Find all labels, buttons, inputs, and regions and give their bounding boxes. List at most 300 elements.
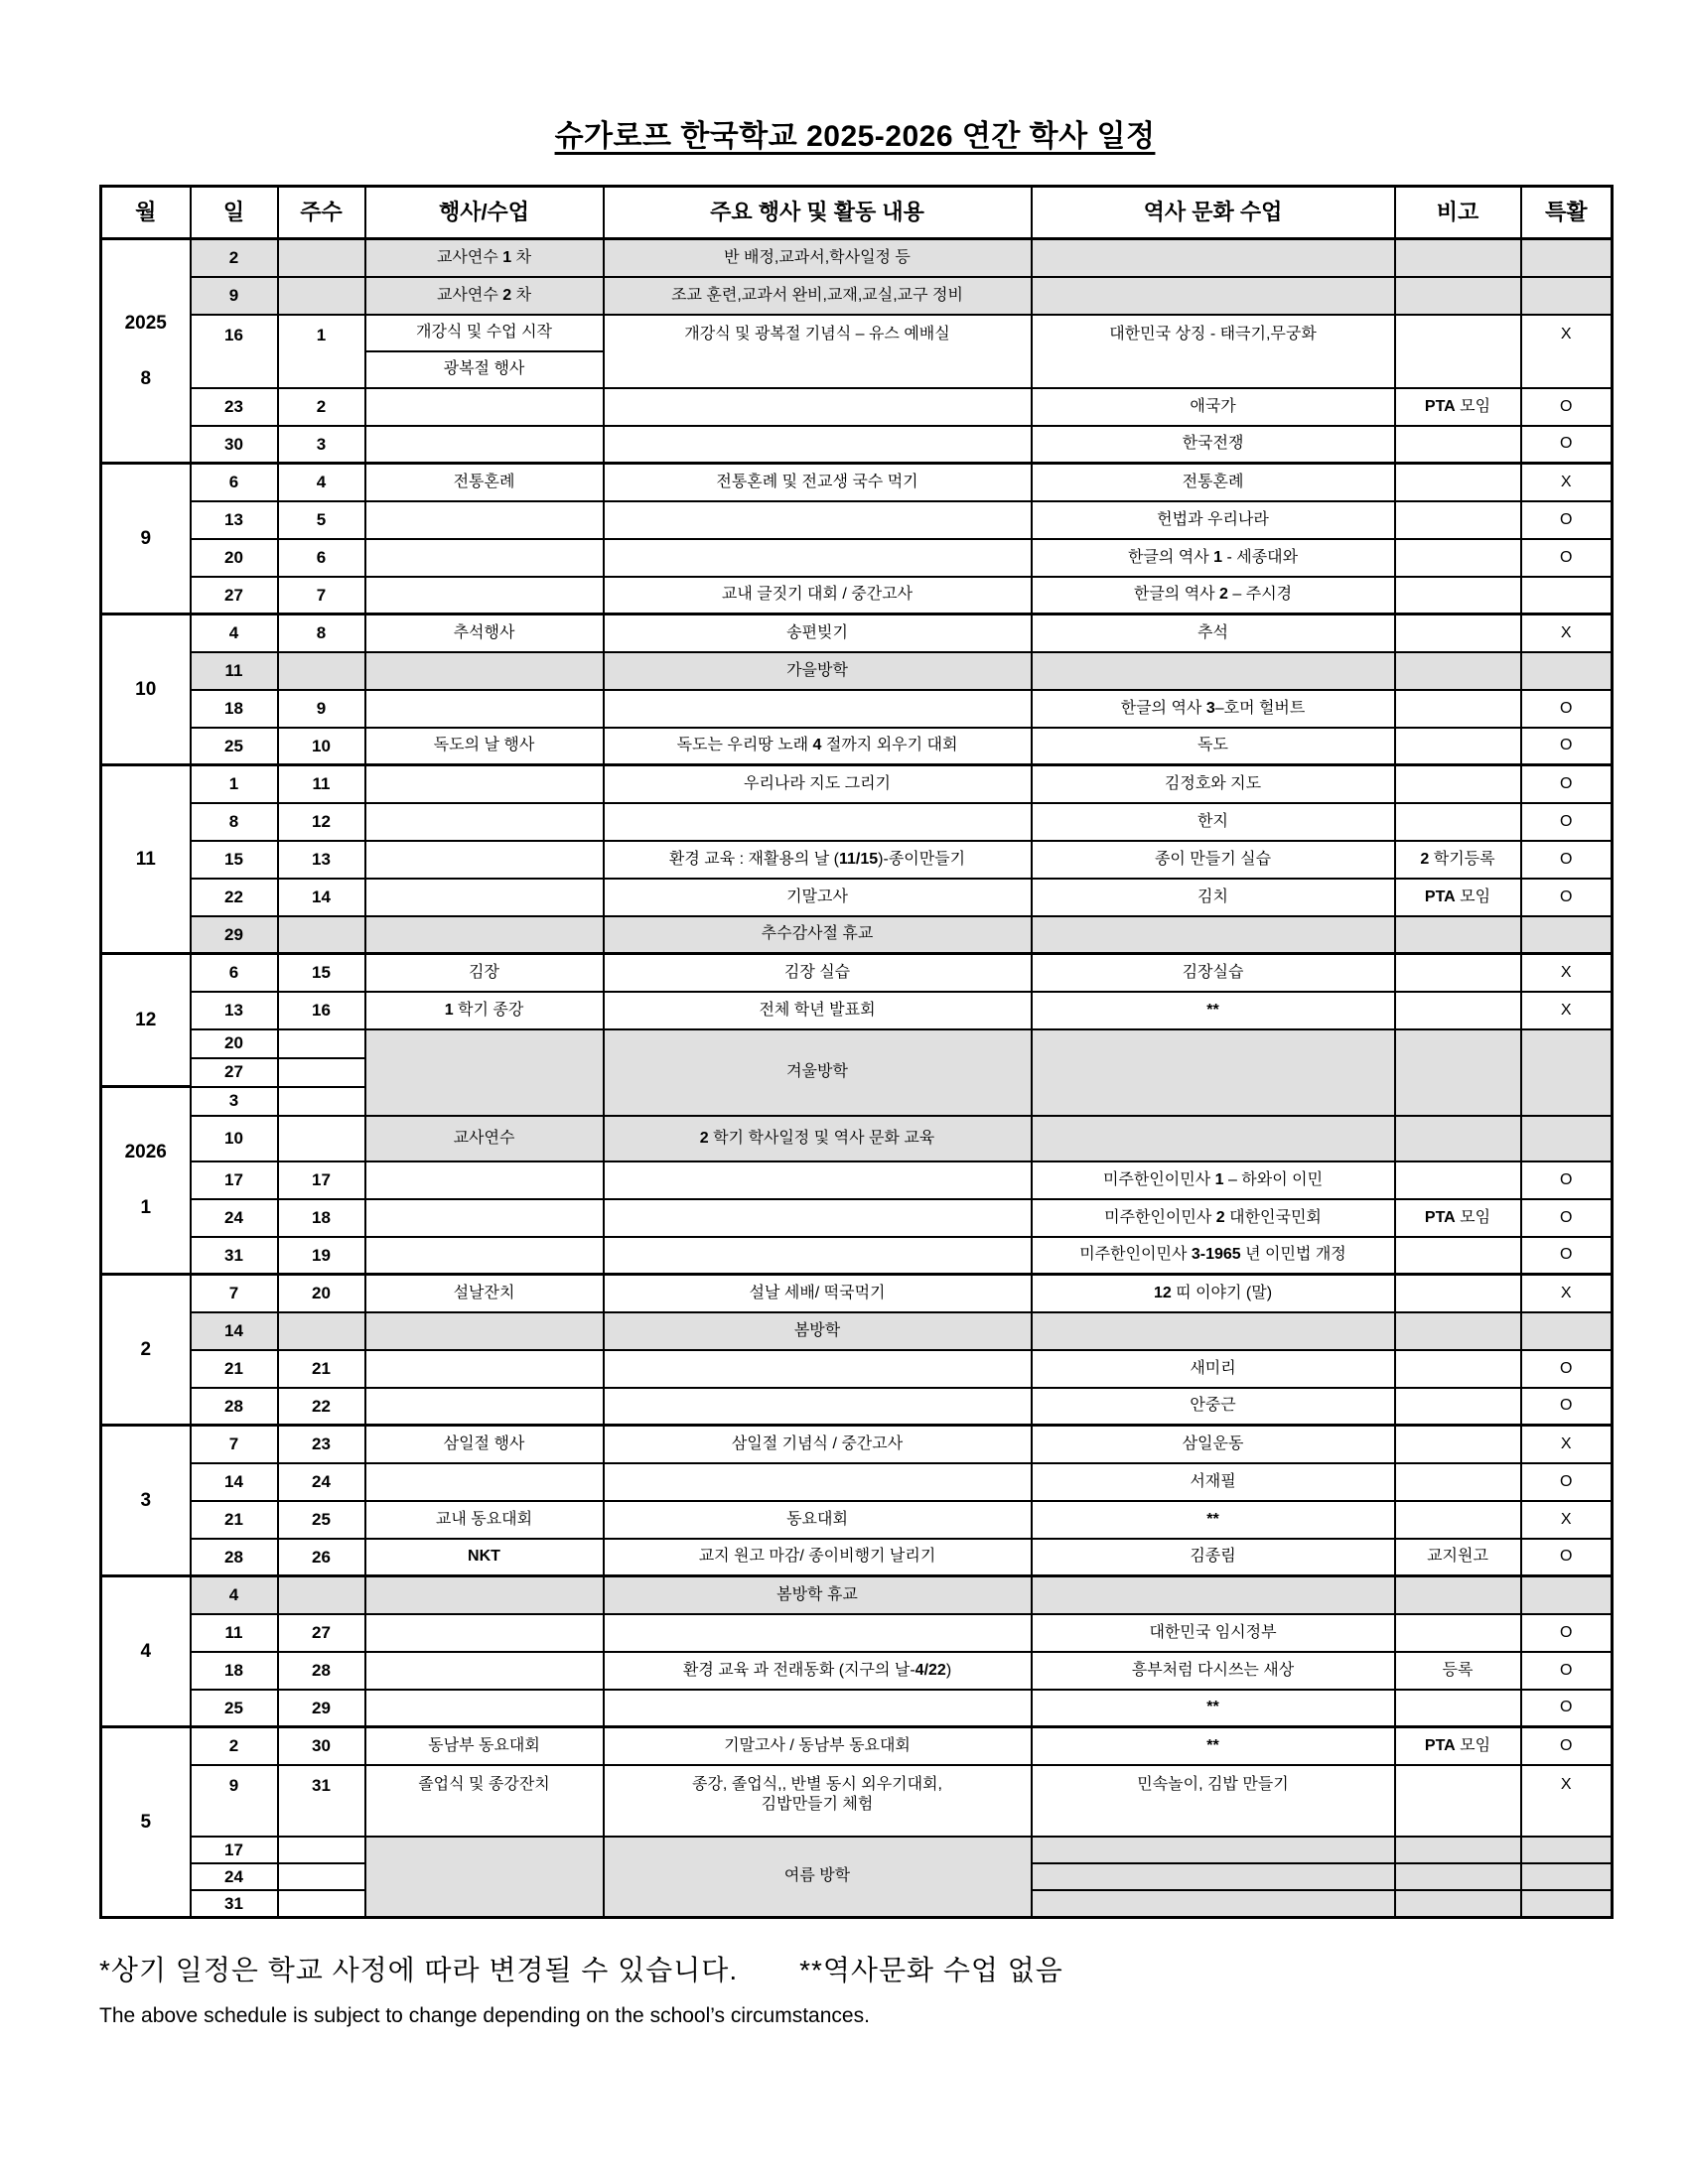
cell-week: 18 bbox=[278, 1199, 365, 1237]
cell-main bbox=[604, 690, 1032, 728]
header-cell: 주수 bbox=[278, 187, 365, 239]
cell-history bbox=[1032, 916, 1395, 954]
schedule-row bbox=[101, 1576, 1613, 1614]
cell-event bbox=[365, 879, 604, 916]
cell-event bbox=[365, 652, 604, 690]
cell-main bbox=[604, 426, 1032, 464]
cell-day: 2 bbox=[191, 239, 278, 277]
cell-note bbox=[1395, 1237, 1521, 1275]
header-cell: 주요 행사 및 활동 내용 bbox=[604, 187, 1032, 239]
cell-day: 18 bbox=[191, 1652, 278, 1690]
cell-main: 반 배정,교과서,학사일정 등 bbox=[604, 239, 1032, 277]
cell-special: O bbox=[1521, 1199, 1613, 1237]
schedule-body bbox=[101, 239, 1613, 1918]
cell-history: 대한민국 임시정부 bbox=[1032, 1614, 1395, 1652]
event-line-1: 개강식 및 수업 시작 bbox=[366, 316, 603, 352]
cell-day: 11 bbox=[191, 652, 278, 690]
cell-special: X bbox=[1521, 1765, 1613, 1837]
cell-month: 2 bbox=[101, 1275, 191, 1426]
cell-day: 15 bbox=[191, 841, 278, 879]
cell-day: 6 bbox=[191, 954, 278, 992]
schedule-row bbox=[101, 1690, 1613, 1727]
cell-main bbox=[604, 1690, 1032, 1727]
cell-day: 10 bbox=[191, 1116, 278, 1161]
cell-week: 27 bbox=[278, 1614, 365, 1652]
cell-main: 겨울방학 bbox=[604, 1029, 1032, 1116]
cell-main: 우리나라 지도 그리기 bbox=[604, 765, 1032, 803]
cell-history: 한글의 역사 3–호머 헐버트 bbox=[1032, 690, 1395, 728]
cell-history bbox=[1032, 652, 1395, 690]
cell-day: 17 bbox=[191, 1161, 278, 1199]
cell-day: 25 bbox=[191, 728, 278, 765]
cell-event bbox=[365, 1350, 604, 1388]
cell-main: 설날 세배/ 떡국먹기 bbox=[604, 1275, 1032, 1312]
cell-event: 독도의 날 행사 bbox=[365, 728, 604, 765]
cell-day: 18 bbox=[191, 690, 278, 728]
cell-day: 30 bbox=[191, 426, 278, 464]
schedule-row bbox=[101, 1652, 1613, 1690]
cell-history: 삼일운동 bbox=[1032, 1426, 1395, 1463]
cell-event bbox=[365, 501, 604, 539]
cell-history: 새미리 bbox=[1032, 1350, 1395, 1388]
cell-week: 19 bbox=[278, 1237, 365, 1275]
cell-day: 14 bbox=[191, 1312, 278, 1350]
cell-main bbox=[604, 1614, 1032, 1652]
cell-day: 28 bbox=[191, 1539, 278, 1576]
schedule-row bbox=[101, 315, 1613, 388]
header-cell: 비고 bbox=[1395, 187, 1521, 239]
cell-week: 7 bbox=[278, 577, 365, 614]
cell-main: 2 학기 학사일정 및 역사 문화 교육 bbox=[604, 1116, 1032, 1161]
cell-special: O bbox=[1521, 1614, 1613, 1652]
cell-history: 한글의 역사 1 - 세종대와 bbox=[1032, 539, 1395, 577]
schedule-row bbox=[101, 1501, 1613, 1539]
cell-week bbox=[278, 1029, 365, 1058]
cell-main: 조교 훈련,교과서 완비,교재,교실,교구 정비 bbox=[604, 277, 1032, 315]
cell-week: 13 bbox=[278, 841, 365, 879]
cell-note bbox=[1395, 614, 1521, 652]
schedule-row bbox=[101, 1765, 1613, 1837]
cell-main: 교지 원고 마감/ 종이비행기 날리기 bbox=[604, 1539, 1032, 1576]
cell-note bbox=[1395, 1690, 1521, 1727]
cell-history: 헌법과 우리나라 bbox=[1032, 501, 1395, 539]
cell-note: PTA 모임 bbox=[1395, 388, 1521, 426]
schedule-row bbox=[101, 501, 1613, 539]
cell-week bbox=[278, 1890, 365, 1918]
cell-special: X bbox=[1521, 315, 1613, 388]
cell-special: O bbox=[1521, 879, 1613, 916]
cell-note: 2 학기등록 bbox=[1395, 841, 1521, 879]
cell-month: 12 bbox=[101, 954, 191, 1087]
cell-event: 교내 동요대회 bbox=[365, 1501, 604, 1539]
cell-month: 10 bbox=[101, 614, 191, 765]
cell-day: 20 bbox=[191, 539, 278, 577]
cell-main bbox=[604, 1237, 1032, 1275]
schedule-row bbox=[101, 239, 1613, 277]
cell-event bbox=[365, 1029, 604, 1116]
cell-week: 3 bbox=[278, 426, 365, 464]
schedule-row bbox=[101, 1161, 1613, 1199]
cell-week: 25 bbox=[278, 1501, 365, 1539]
cell-event bbox=[365, 388, 604, 426]
cell-special bbox=[1521, 1029, 1613, 1116]
cell-main bbox=[604, 1199, 1032, 1237]
page bbox=[99, 0, 1611, 2028]
cell-main: 봄방학 bbox=[604, 1312, 1032, 1350]
cell-note: PTA 모임 bbox=[1395, 1199, 1521, 1237]
cell-week: 1 bbox=[278, 315, 365, 388]
cell-history: 서재필 bbox=[1032, 1463, 1395, 1501]
cell-special: X bbox=[1521, 992, 1613, 1029]
cell-history bbox=[1032, 1837, 1395, 1863]
cell-event bbox=[365, 1614, 604, 1652]
schedule-row bbox=[101, 1116, 1613, 1161]
cell-history: 대한민국 상징 - 태극기,무궁화 bbox=[1032, 315, 1395, 388]
cell-history: 김장실습 bbox=[1032, 954, 1395, 992]
header-cell: 행사/수업 bbox=[365, 187, 604, 239]
cell-note bbox=[1395, 1116, 1521, 1161]
cell-special: O bbox=[1521, 728, 1613, 765]
cell-event bbox=[365, 1237, 604, 1275]
cell-event bbox=[365, 539, 604, 577]
cell-day: 6 bbox=[191, 464, 278, 501]
schedule-row bbox=[101, 1350, 1613, 1388]
schedule-row bbox=[101, 1029, 1613, 1058]
cell-main: 여름 방학 bbox=[604, 1837, 1032, 1918]
cell-special: O bbox=[1521, 1463, 1613, 1501]
cell-week bbox=[278, 1058, 365, 1087]
cell-day: 24 bbox=[191, 1199, 278, 1237]
cell-special: O bbox=[1521, 765, 1613, 803]
cell-main bbox=[604, 539, 1032, 577]
cell-history bbox=[1032, 1029, 1395, 1116]
cell-history: 애국가 bbox=[1032, 388, 1395, 426]
cell-note bbox=[1395, 1275, 1521, 1312]
cell-week: 5 bbox=[278, 501, 365, 539]
cell-day: 29 bbox=[191, 916, 278, 954]
cell-special bbox=[1521, 1890, 1613, 1918]
cell-special bbox=[1521, 1863, 1613, 1890]
cell-note: PTA 모임 bbox=[1395, 1727, 1521, 1765]
cell-event bbox=[365, 841, 604, 879]
cell-week: 31 bbox=[278, 1765, 365, 1837]
cell-event bbox=[365, 765, 604, 803]
schedule-row bbox=[101, 879, 1613, 916]
cell-day: 14 bbox=[191, 1463, 278, 1501]
cell-week: 22 bbox=[278, 1388, 365, 1426]
cell-main: 봄방학 휴교 bbox=[604, 1576, 1032, 1614]
cell-main: 송편빚기 bbox=[604, 614, 1032, 652]
cell-month: 2026 1 bbox=[101, 1087, 191, 1275]
cell-month: 3 bbox=[101, 1426, 191, 1576]
cell-event: 추석행사 bbox=[365, 614, 604, 652]
cell-main: 환경 교육 과 전래동화 (지구의 날-4/22) bbox=[604, 1652, 1032, 1690]
cell-day: 31 bbox=[191, 1890, 278, 1918]
cell-event: 동남부 동요대회 bbox=[365, 1727, 604, 1765]
cell-note: 등록 bbox=[1395, 1652, 1521, 1690]
cell-day: 31 bbox=[191, 1237, 278, 1275]
cell-note bbox=[1395, 1501, 1521, 1539]
cell-history: 안중근 bbox=[1032, 1388, 1395, 1426]
cell-special: O bbox=[1521, 1237, 1613, 1275]
cell-day: 23 bbox=[191, 388, 278, 426]
schedule-row bbox=[101, 1312, 1613, 1350]
cell-week: 17 bbox=[278, 1161, 365, 1199]
cell-special: O bbox=[1521, 388, 1613, 426]
cell-month: 11 bbox=[101, 765, 191, 954]
cell-month: 5 bbox=[101, 1727, 191, 1918]
cell-week: 8 bbox=[278, 614, 365, 652]
schedule-row bbox=[101, 652, 1613, 690]
schedule-row bbox=[101, 1837, 1613, 1863]
cell-main: 환경 교육 : 재활용의 날 (11/15)-종이만들기 bbox=[604, 841, 1032, 879]
schedule-row bbox=[101, 1614, 1613, 1652]
cell-event bbox=[365, 1652, 604, 1690]
footnote-english: The above schedule is subject to change depending on the school’s circumstances. bbox=[99, 2004, 870, 2028]
cell-event: 졸업식 및 종강잔치 bbox=[365, 1765, 604, 1837]
cell-main bbox=[604, 388, 1032, 426]
cell-month: 9 bbox=[101, 464, 191, 614]
cell-note bbox=[1395, 464, 1521, 501]
cell-note bbox=[1395, 1350, 1521, 1388]
schedule-row bbox=[101, 1199, 1613, 1237]
cell-note bbox=[1395, 501, 1521, 539]
cell-history: 전통혼례 bbox=[1032, 464, 1395, 501]
cell-main: 기말고사 / 동남부 동요대회 bbox=[604, 1727, 1032, 1765]
cell-special: O bbox=[1521, 539, 1613, 577]
cell-special bbox=[1521, 277, 1613, 315]
cell-history: ** bbox=[1032, 992, 1395, 1029]
schedule-row bbox=[101, 728, 1613, 765]
cell-day: 3 bbox=[191, 1087, 278, 1116]
cell-week: 29 bbox=[278, 1690, 365, 1727]
cell-event: 삼일절 행사 bbox=[365, 1426, 604, 1463]
cell-history bbox=[1032, 1890, 1395, 1918]
cell-special: O bbox=[1521, 1161, 1613, 1199]
cell-note bbox=[1395, 954, 1521, 992]
cell-event: 교사연수 bbox=[365, 1116, 604, 1161]
cell-main: 개강식 및 광복절 기념식 – 유스 예배실 bbox=[604, 315, 1032, 388]
schedule-row bbox=[101, 765, 1613, 803]
cell-special: O bbox=[1521, 690, 1613, 728]
cell-day: 13 bbox=[191, 992, 278, 1029]
cell-main: 삼일절 기념식 / 중간고사 bbox=[604, 1426, 1032, 1463]
cell-week bbox=[278, 1576, 365, 1614]
cell-note bbox=[1395, 1029, 1521, 1116]
cell-special: X bbox=[1521, 1501, 1613, 1539]
cell-main bbox=[604, 1388, 1032, 1426]
cell-note bbox=[1395, 277, 1521, 315]
cell-event bbox=[365, 916, 604, 954]
cell-main: 전통혼례 및 전교생 국수 먹기 bbox=[604, 464, 1032, 501]
cell-main: 독도는 우리땅 노래 4 절까지 외우기 대회 bbox=[604, 728, 1032, 765]
cell-main: 김장 실습 bbox=[604, 954, 1032, 992]
schedule-row bbox=[101, 954, 1613, 992]
cell-main: 종강, 졸업식,, 반별 동시 외우기대회, 김밥만들기 체험 bbox=[604, 1765, 1032, 1837]
cell-note bbox=[1395, 1388, 1521, 1426]
cell-history: 추석 bbox=[1032, 614, 1395, 652]
cell-event bbox=[365, 315, 604, 388]
schedule-row bbox=[101, 916, 1613, 954]
cell-special: O bbox=[1521, 1727, 1613, 1765]
cell-special: O bbox=[1521, 501, 1613, 539]
cell-event bbox=[365, 577, 604, 614]
cell-month: 4 bbox=[101, 1576, 191, 1727]
cell-history: 한국전쟁 bbox=[1032, 426, 1395, 464]
schedule-row bbox=[101, 1426, 1613, 1463]
cell-special: O bbox=[1521, 803, 1613, 841]
cell-history: 미주한인이민사 3-1965 년 이민법 개정 bbox=[1032, 1237, 1395, 1275]
cell-special: O bbox=[1521, 1350, 1613, 1388]
cell-history: ** bbox=[1032, 1727, 1395, 1765]
cell-note bbox=[1395, 539, 1521, 577]
cell-note bbox=[1395, 916, 1521, 954]
cell-note bbox=[1395, 1426, 1521, 1463]
cell-day: 9 bbox=[191, 277, 278, 315]
header-cell: 역사 문화 수업 bbox=[1032, 187, 1395, 239]
cell-history: 한지 bbox=[1032, 803, 1395, 841]
cell-week: 4 bbox=[278, 464, 365, 501]
cell-week: 2 bbox=[278, 388, 365, 426]
cell-special bbox=[1521, 1837, 1613, 1863]
cell-day: 7 bbox=[191, 1426, 278, 1463]
schedule-row bbox=[101, 1237, 1613, 1275]
cell-note bbox=[1395, 1161, 1521, 1199]
cell-special: O bbox=[1521, 1388, 1613, 1426]
cell-special: O bbox=[1521, 1652, 1613, 1690]
cell-special: X bbox=[1521, 614, 1613, 652]
cell-event bbox=[365, 1463, 604, 1501]
cell-history bbox=[1032, 1863, 1395, 1890]
cell-event: 김장 bbox=[365, 954, 604, 992]
cell-week: 9 bbox=[278, 690, 365, 728]
schedule-row bbox=[101, 690, 1613, 728]
schedule-row bbox=[101, 1727, 1613, 1765]
cell-day: 11 bbox=[191, 1614, 278, 1652]
cell-special bbox=[1521, 1312, 1613, 1350]
cell-note bbox=[1395, 1863, 1521, 1890]
cell-note bbox=[1395, 992, 1521, 1029]
cell-note bbox=[1395, 803, 1521, 841]
cell-day: 25 bbox=[191, 1690, 278, 1727]
cell-day: 13 bbox=[191, 501, 278, 539]
cell-special: X bbox=[1521, 954, 1613, 992]
cell-special bbox=[1521, 239, 1613, 277]
cell-event bbox=[365, 1161, 604, 1199]
cell-history bbox=[1032, 1116, 1395, 1161]
cell-special: O bbox=[1521, 1539, 1613, 1576]
cell-event bbox=[365, 1199, 604, 1237]
cell-day: 21 bbox=[191, 1350, 278, 1388]
cell-note bbox=[1395, 426, 1521, 464]
cell-note bbox=[1395, 1765, 1521, 1837]
cell-history: ** bbox=[1032, 1501, 1395, 1539]
cell-day: 17 bbox=[191, 1837, 278, 1863]
schedule-table bbox=[99, 185, 1614, 1919]
cell-week: 30 bbox=[278, 1727, 365, 1765]
cell-special: X bbox=[1521, 1275, 1613, 1312]
cell-history: 독도 bbox=[1032, 728, 1395, 765]
cell-main: 기말고사 bbox=[604, 879, 1032, 916]
cell-main: 전체 학년 발표회 bbox=[604, 992, 1032, 1029]
cell-day: 22 bbox=[191, 879, 278, 916]
cell-week: 21 bbox=[278, 1350, 365, 1388]
schedule-row bbox=[101, 614, 1613, 652]
cell-history: 민속놀이, 김밥 만들기 bbox=[1032, 1765, 1395, 1837]
cell-month: 2025 8 bbox=[101, 239, 191, 464]
schedule-row bbox=[101, 426, 1613, 464]
cell-note bbox=[1395, 728, 1521, 765]
cell-event: 설날잔치 bbox=[365, 1275, 604, 1312]
cell-day: 27 bbox=[191, 1058, 278, 1087]
cell-note: PTA 모임 bbox=[1395, 879, 1521, 916]
cell-special bbox=[1521, 1116, 1613, 1161]
cell-main bbox=[604, 1463, 1032, 1501]
cell-note bbox=[1395, 239, 1521, 277]
cell-history: 김치 bbox=[1032, 879, 1395, 916]
cell-event bbox=[365, 426, 604, 464]
cell-main: 동요대회 bbox=[604, 1501, 1032, 1539]
cell-week bbox=[278, 1863, 365, 1890]
cell-week bbox=[278, 652, 365, 690]
cell-week: 20 bbox=[278, 1275, 365, 1312]
schedule-row bbox=[101, 577, 1613, 614]
schedule-row bbox=[101, 1463, 1613, 1501]
schedule-row bbox=[101, 464, 1613, 501]
cell-week: 16 bbox=[278, 992, 365, 1029]
footnote-korean bbox=[99, 1949, 1611, 1988]
cell-history: ** bbox=[1032, 1690, 1395, 1727]
header-row bbox=[101, 187, 1613, 239]
cell-main bbox=[604, 501, 1032, 539]
cell-event: 전통혼례 bbox=[365, 464, 604, 501]
cell-history: 종이 만들기 실습 bbox=[1032, 841, 1395, 879]
cell-event: 교사연수 2 차 bbox=[365, 277, 604, 315]
cell-note bbox=[1395, 690, 1521, 728]
header-cell: 특활 bbox=[1521, 187, 1613, 239]
cell-main bbox=[604, 803, 1032, 841]
cell-history: 12 띠 이야기 (말) bbox=[1032, 1275, 1395, 1312]
cell-week bbox=[278, 1837, 365, 1863]
header-cell: 월 bbox=[101, 187, 191, 239]
schedule-row bbox=[101, 803, 1613, 841]
cell-event bbox=[365, 1312, 604, 1350]
footnote-kr-right: **역사문화 수업 없음 bbox=[799, 1955, 1063, 1986]
cell-week: 24 bbox=[278, 1463, 365, 1501]
cell-day: 28 bbox=[191, 1388, 278, 1426]
cell-day: 4 bbox=[191, 1576, 278, 1614]
cell-week: 23 bbox=[278, 1426, 365, 1463]
cell-history bbox=[1032, 1312, 1395, 1350]
cell-week bbox=[278, 916, 365, 954]
cell-main bbox=[604, 1350, 1032, 1388]
cell-history bbox=[1032, 277, 1395, 315]
page-title: 슈가로프 한국학교 2025-2026 연간 학사 일정 bbox=[554, 120, 1156, 153]
cell-day: 24 bbox=[191, 1863, 278, 1890]
cell-note bbox=[1395, 1890, 1521, 1918]
cell-history: 미주한인이민사 1 – 하와이 이민 bbox=[1032, 1161, 1395, 1199]
cell-special bbox=[1521, 916, 1613, 954]
cell-event bbox=[365, 1837, 604, 1918]
cell-note bbox=[1395, 1576, 1521, 1614]
cell-note bbox=[1395, 1837, 1521, 1863]
cell-note bbox=[1395, 1463, 1521, 1501]
cell-special bbox=[1521, 652, 1613, 690]
cell-history: 흥부처럼 다시쓰는 새상 bbox=[1032, 1652, 1395, 1690]
cell-week: 12 bbox=[278, 803, 365, 841]
cell-week bbox=[278, 239, 365, 277]
cell-day: 27 bbox=[191, 577, 278, 614]
